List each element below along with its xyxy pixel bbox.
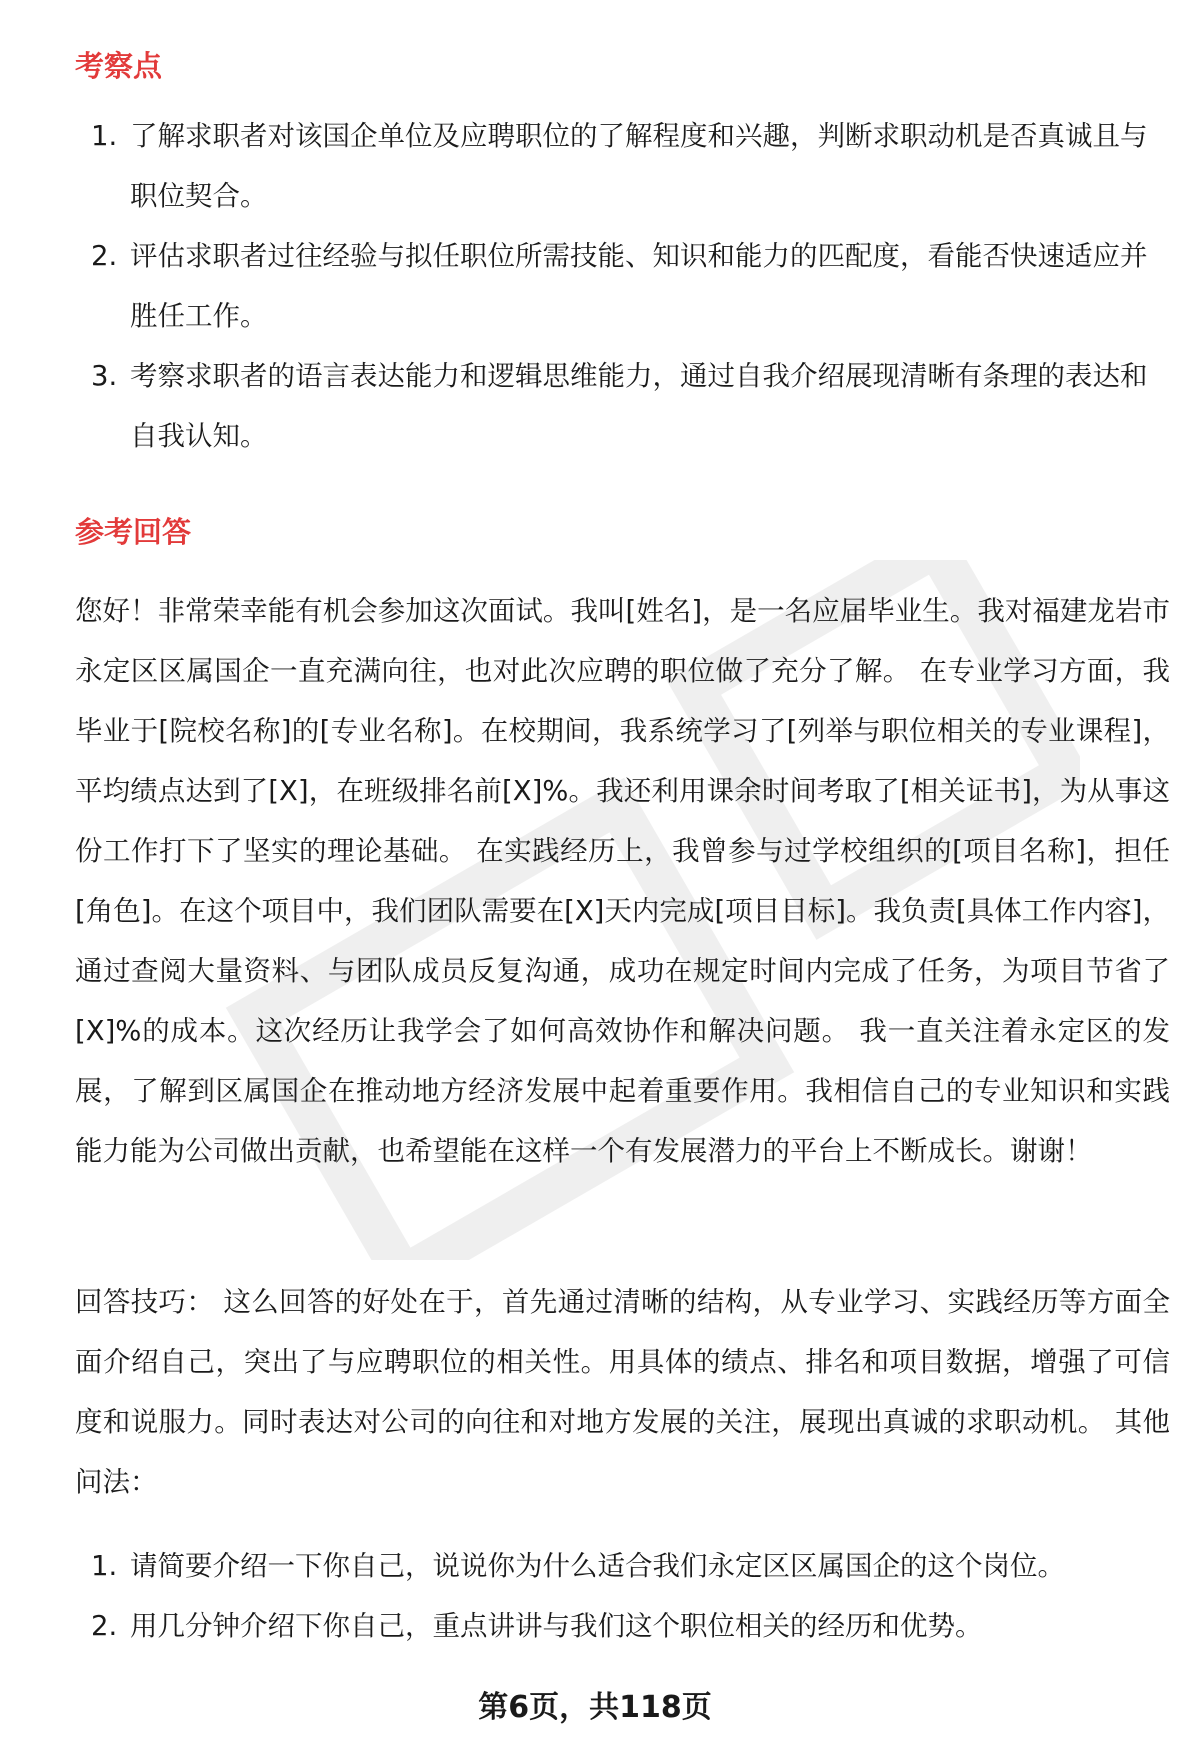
list-item-text: 用几分钟介绍下你自己，重点讲讲与我们这个职位相关的经历和优势。 [130,1610,983,1642]
list-item [75,346,1155,466]
list-item [75,106,1155,226]
points-heading: 考察点 [75,49,163,83]
list-number: 1. [91,1550,118,1582]
list-item-text: 考察求职者的语言表达能力和逻辑思维能力，通过自我介绍展现清晰有条理的表达和自我认知。 [130,360,1148,452]
list-number: 2. [91,240,118,272]
list-number: 1. [91,120,118,152]
tips-paragraph: 回答技巧： 这么回答的好处在于，首先通过清晰的结构，从专业学习、实践经历等方面全面介绍自己，突出了与应聘职位的相关性。用具体的绩点、排名和项目数据，增强了可信度和说服力。同时表达对公司的向往和对地方发展的关注，展现出真诚的求职动机。 其他问法： [75,1286,1170,1498]
page-number-footer: 第6页，共118页 [478,1690,712,1725]
list-item [75,226,1155,346]
list-item-text: 请简要介绍一下你自己，说说你为什么适合我们永定区区属国企的这个岗位。 [130,1550,1065,1582]
list-item [75,1536,1155,1596]
list-number: 3. [91,360,118,392]
list-item-text: 评估求职者过往经验与拟任职位所需技能、知识和能力的匹配度，看能否快速适应并胜任工作。 [130,240,1148,332]
other-questions-list [75,1536,1155,1656]
answer-heading: 参考回答 [75,515,192,549]
list-item-text: 了解求职者对该国企单位及应聘职位的了解程度和兴趣，判断求职动机是否真诚且与职位契合。 [130,120,1148,212]
points-list [75,106,1155,466]
list-number: 2. [91,1610,118,1642]
list-item [75,1596,1155,1656]
answer-paragraph: 您好！非常荣幸能有机会参加这次面试。我叫[姓名]，是一名应届毕业生。我对福建龙岩市永定区区属国企一直充满向往，也对此次应聘的职位做了充分了解。 在专业学习方面，我毕业于[院校名称]的[专业名称]。在校期间，我系统学习了[列举与职位相关的专业课程]，平均绩点达到了[X]，在班级排名前[X]%。我还利用课余时间考取了[相关证书]，为从事这份工作打下了坚实的理论基础。 在实践经历上，我曾参与过学校组织的[项目名称]，担任[角色]。在这个项目中，我们团队需要在[X]天内完成[项目目标]。我负责[具体工作内容]，通过查阅大量资料、与团队成员反复沟通，成功在规定时间内完成了任务，为项目节省了[X]%的成本。这次经历让我学会了如何高效协作和解决问题。 我一直关注着永定区的发展，了解到区属国企在推动地方经济发展中起着重要作用。我相信自己的专业知识和实践能力能为公司做出贡献，也希望能在这样一个有发展潜力的平台上不断成长。谢谢！ [75,595,1170,1167]
